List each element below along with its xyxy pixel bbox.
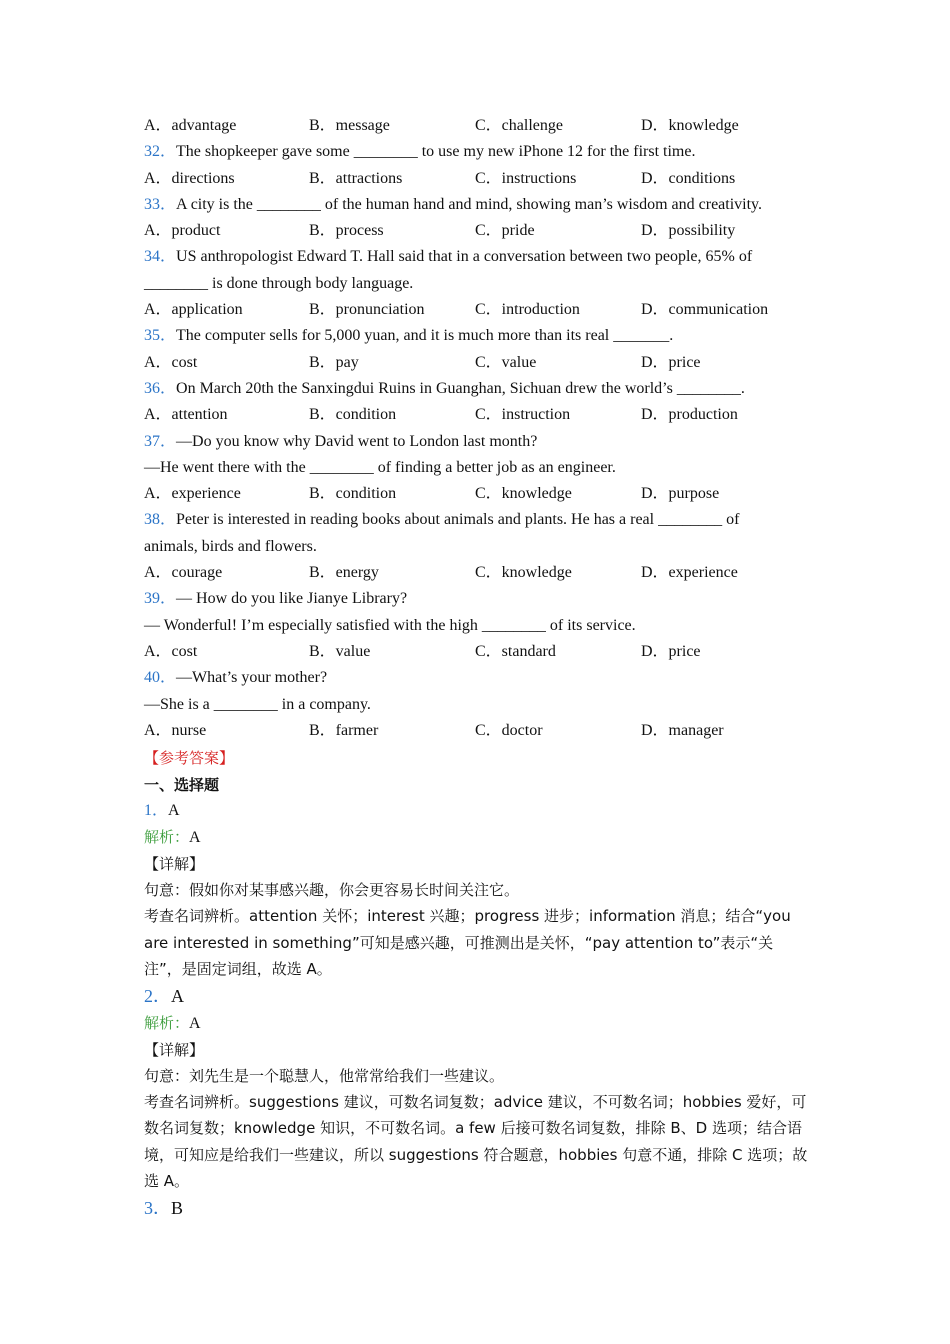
option-b: B．pronunciation xyxy=(309,301,425,319)
option-b: B．condition xyxy=(309,406,397,424)
answer-letter: A xyxy=(171,986,184,1007)
options-row xyxy=(144,718,808,744)
question-number: 35． xyxy=(144,327,177,345)
answer-2 xyxy=(144,982,808,1010)
option-d: D．manager xyxy=(641,721,724,739)
option-a: A．experience xyxy=(144,485,241,503)
question-number: 32． xyxy=(144,143,177,161)
question-34 xyxy=(144,244,808,270)
answer-number: 1． xyxy=(144,802,169,820)
jiexi-label: 解析： xyxy=(144,828,190,847)
option-b: B．condition xyxy=(309,485,397,503)
jiexi-value: A xyxy=(189,1015,201,1033)
options-row xyxy=(144,350,808,376)
question-text-continued: — Wonderful! I’m especially satisfied with the high ________ of its service. xyxy=(144,616,636,634)
option-a: A．product xyxy=(144,222,221,240)
options-row xyxy=(144,297,808,323)
document-page xyxy=(144,113,808,1222)
option-c: C．standard xyxy=(475,642,556,660)
option-c: C．doctor xyxy=(475,721,543,739)
option-c: C．value xyxy=(475,353,537,371)
question-text: Peter is interested in reading books about animals and plants. He has a real ________ of xyxy=(176,511,740,529)
options-row xyxy=(144,560,808,586)
option-a: A．cost xyxy=(144,642,198,660)
options-row xyxy=(144,639,808,665)
question-text-continued: —She is a ________ in a company. xyxy=(144,695,371,713)
question-35 xyxy=(144,323,808,349)
option-c: C．challenge xyxy=(475,117,563,134)
sentence-meaning: 句意：刘先生是一个聪慧人，他常常给我们一些建议。 xyxy=(144,1066,505,1085)
question-36 xyxy=(144,376,808,402)
jiexi-line xyxy=(144,1010,808,1036)
jiexi-value: A xyxy=(189,829,201,847)
option-a: A．attention xyxy=(144,406,228,424)
question-33 xyxy=(144,192,808,218)
question-37 xyxy=(144,429,808,455)
analysis-paragraph: 考查名词辨析。attention 关怀；interest 兴趣；progress 进步；information 消息；结合“you are interested in something”可知是感兴趣，可推测出是关怀，“pay attention to”表示“关注”，是固定词组，故选 A。 xyxy=(144,907,791,978)
answer-letter: B xyxy=(171,1198,184,1219)
option-d: D．purpose xyxy=(641,485,720,503)
option-b: B．energy xyxy=(309,564,379,582)
option-a: A．advantage xyxy=(144,117,237,134)
option-a: A．courage xyxy=(144,564,223,582)
option-d: D．price xyxy=(641,642,701,660)
question-text-continued: —He went there with the ________ of finding a better job as an engineer. xyxy=(144,458,616,476)
option-b: B．process xyxy=(309,222,384,240)
question-number: 36． xyxy=(144,379,177,397)
jiexi-line xyxy=(144,824,808,850)
option-d: D．experience xyxy=(641,564,738,582)
question-38 xyxy=(144,507,808,533)
option-a: A．cost xyxy=(144,353,198,371)
option-a: A．nurse xyxy=(144,721,207,739)
question-number: 34． xyxy=(144,248,177,266)
option-d: D．production xyxy=(641,406,738,424)
option-c: C．knowledge xyxy=(475,564,572,582)
answer-number: 3． xyxy=(144,1198,171,1219)
option-c: C．introduction xyxy=(475,301,580,319)
option-d: D．possibility xyxy=(641,222,736,240)
question-39 xyxy=(144,586,808,612)
question-text-continued: ________ is done through body language. xyxy=(144,274,414,292)
question-text: —Do you know why David went to London last month? xyxy=(176,432,538,450)
question-40 xyxy=(144,665,808,691)
option-b: B．attractions xyxy=(309,169,403,187)
option-b: B．value xyxy=(309,642,371,660)
question-text: —What’s your mother? xyxy=(176,669,328,687)
option-b: B．message xyxy=(309,117,390,134)
option-d: D．communication xyxy=(641,301,769,319)
question-text: A city is the ________ of the human hand and mind, showing man’s wisdom and creativity. xyxy=(176,195,763,213)
analysis-paragraph: 考查名词辨析。suggestions 建议，可数名词复数；advice 建议，不可数名词；hobbies 爱好，可数名词复数；knowledge 知识，不可数名词。a few 后接可数名词复数，排除 B、D 选项；结合语境，可知应是给我们一些建议，所以 suggestions 符合题意，hobbies 句意不通，排除 C 选项；故选 A。 xyxy=(144,1093,808,1190)
options-row xyxy=(144,166,808,192)
answer-3 xyxy=(144,1194,808,1222)
question-text-continued: animals, birds and flowers. xyxy=(144,537,317,555)
option-a: A．application xyxy=(144,301,243,319)
options-row xyxy=(144,113,808,139)
answer-number: 2． xyxy=(144,986,171,1007)
option-b: B．pay xyxy=(309,353,359,371)
question-number: 39． xyxy=(144,590,177,608)
option-c: C．instruction xyxy=(475,406,571,424)
detail-label: 【详解】 xyxy=(144,854,205,873)
sentence-meaning: 句意：假如你对某事感兴趣，你会更容易长时间关注它。 xyxy=(144,881,520,900)
option-b: B．farmer xyxy=(309,721,379,739)
option-d: D．knowledge xyxy=(641,117,739,134)
question-text: On March 20th the Sanxingdui Ruins in Guanghan, Sichuan drew the world’s ________. xyxy=(176,379,745,397)
question-number: 40． xyxy=(144,669,177,687)
question-number: 38． xyxy=(144,511,177,529)
option-c: C．knowledge xyxy=(475,485,572,503)
section-title: 一、选择题 xyxy=(144,776,220,795)
question-text: — How do you like Jianye Library? xyxy=(176,590,408,608)
options-row xyxy=(144,402,808,428)
question-text: The shopkeeper gave some ________ to use my new iPhone 12 for the first time. xyxy=(176,143,696,161)
answer-letter: A xyxy=(168,802,180,820)
options-row xyxy=(144,218,808,244)
question-text: US anthropologist Edward T. Hall said that in a conversation between two people, 65% of xyxy=(176,248,753,266)
answers-heading: 【参考答案】 xyxy=(144,749,235,768)
options-row xyxy=(144,481,808,507)
option-a: A．directions xyxy=(144,169,235,187)
answer-1 xyxy=(144,798,808,824)
option-d: D．conditions xyxy=(641,169,736,187)
jiexi-label: 解析： xyxy=(144,1014,190,1033)
option-c: C．pride xyxy=(475,222,535,240)
detail-label: 【详解】 xyxy=(144,1040,205,1059)
question-text: The computer sells for 5,000 yuan, and it is much more than its real _______. xyxy=(176,327,674,345)
option-d: D．price xyxy=(641,353,701,371)
question-number: 33． xyxy=(144,195,177,213)
question-number: 37． xyxy=(144,432,177,450)
option-c: C．instructions xyxy=(475,169,577,187)
question-32 xyxy=(144,139,808,165)
